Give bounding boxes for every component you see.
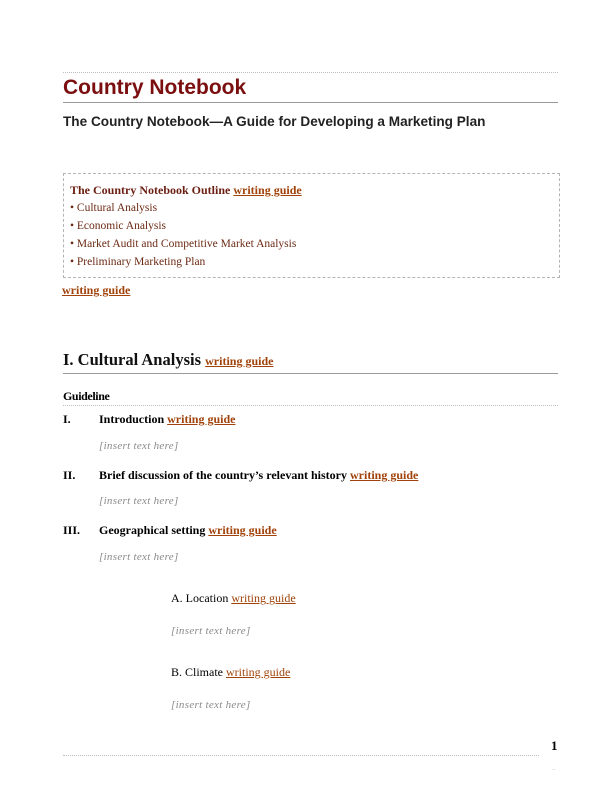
- item-number-introduction: I.: [63, 412, 71, 426]
- item-history-label: Brief discussion of the country’s relevant history: [99, 468, 347, 482]
- outline-item-economic-analysis: • Economic Analysis: [70, 220, 167, 232]
- item-introduction: [99, 412, 235, 427]
- section-underline: [63, 373, 558, 374]
- history-writing-guide-link[interactable]: writing guide: [350, 468, 419, 482]
- item-number-history: II.: [63, 468, 76, 482]
- location-placeholder[interactable]: [insert text here]: [171, 625, 251, 637]
- guideline-label: Guideline: [63, 389, 110, 403]
- subitem-climate-label: B. Climate: [171, 665, 223, 679]
- footer-divider: [63, 755, 539, 756]
- climate-writing-guide-link[interactable]: writing guide: [226, 665, 291, 679]
- page-subtitle: The Country Notebook—A Guide for Developing a Marketing Plan: [63, 114, 486, 129]
- introduction-placeholder[interactable]: [insert text here]: [99, 440, 179, 452]
- subitem-location: [171, 591, 296, 606]
- item-introduction-label: Introduction: [99, 412, 165, 426]
- item-number-geography: III.: [63, 523, 81, 537]
- subitem-climate: [171, 665, 290, 680]
- subitem-location-label: A. Location: [171, 591, 229, 605]
- guideline-divider: [63, 405, 558, 406]
- geography-placeholder[interactable]: [insert text here]: [99, 551, 179, 563]
- location-writing-guide-link[interactable]: writing guide: [231, 591, 296, 605]
- section-heading: [63, 350, 273, 371]
- outline-item-marketing-plan: • Preliminary Marketing Plan: [70, 256, 206, 268]
- page-number: 1: [551, 738, 558, 753]
- section-writing-guide-link[interactable]: writing guide: [205, 354, 274, 368]
- outline-writing-guide-link[interactable]: writing guide: [233, 183, 302, 197]
- outline-item-cultural-analysis: • Cultural Analysis: [70, 202, 158, 214]
- item-geography: [99, 523, 277, 538]
- writing-guide-link[interactable]: writing guide: [62, 283, 131, 297]
- item-history: [99, 468, 418, 483]
- outline-title: [70, 183, 302, 198]
- page-title: Country Notebook: [63, 76, 247, 99]
- title-underline: [63, 102, 558, 103]
- history-placeholder[interactable]: [insert text here]: [99, 495, 179, 507]
- introduction-writing-guide-link[interactable]: writing guide: [167, 412, 236, 426]
- footer-mark: ..: [552, 764, 556, 772]
- climate-placeholder[interactable]: [insert text here]: [171, 699, 251, 711]
- top-divider: [63, 72, 558, 73]
- section-heading-text: I. Cultural Analysis: [63, 350, 201, 369]
- outline-box: [63, 173, 560, 278]
- outline-title-text: The Country Notebook Outline: [70, 183, 231, 197]
- geography-writing-guide-link[interactable]: writing guide: [208, 523, 277, 537]
- item-geography-label: Geographical setting: [99, 523, 206, 537]
- outline-item-market-audit: • Market Audit and Competitive Market Analysis: [70, 238, 297, 250]
